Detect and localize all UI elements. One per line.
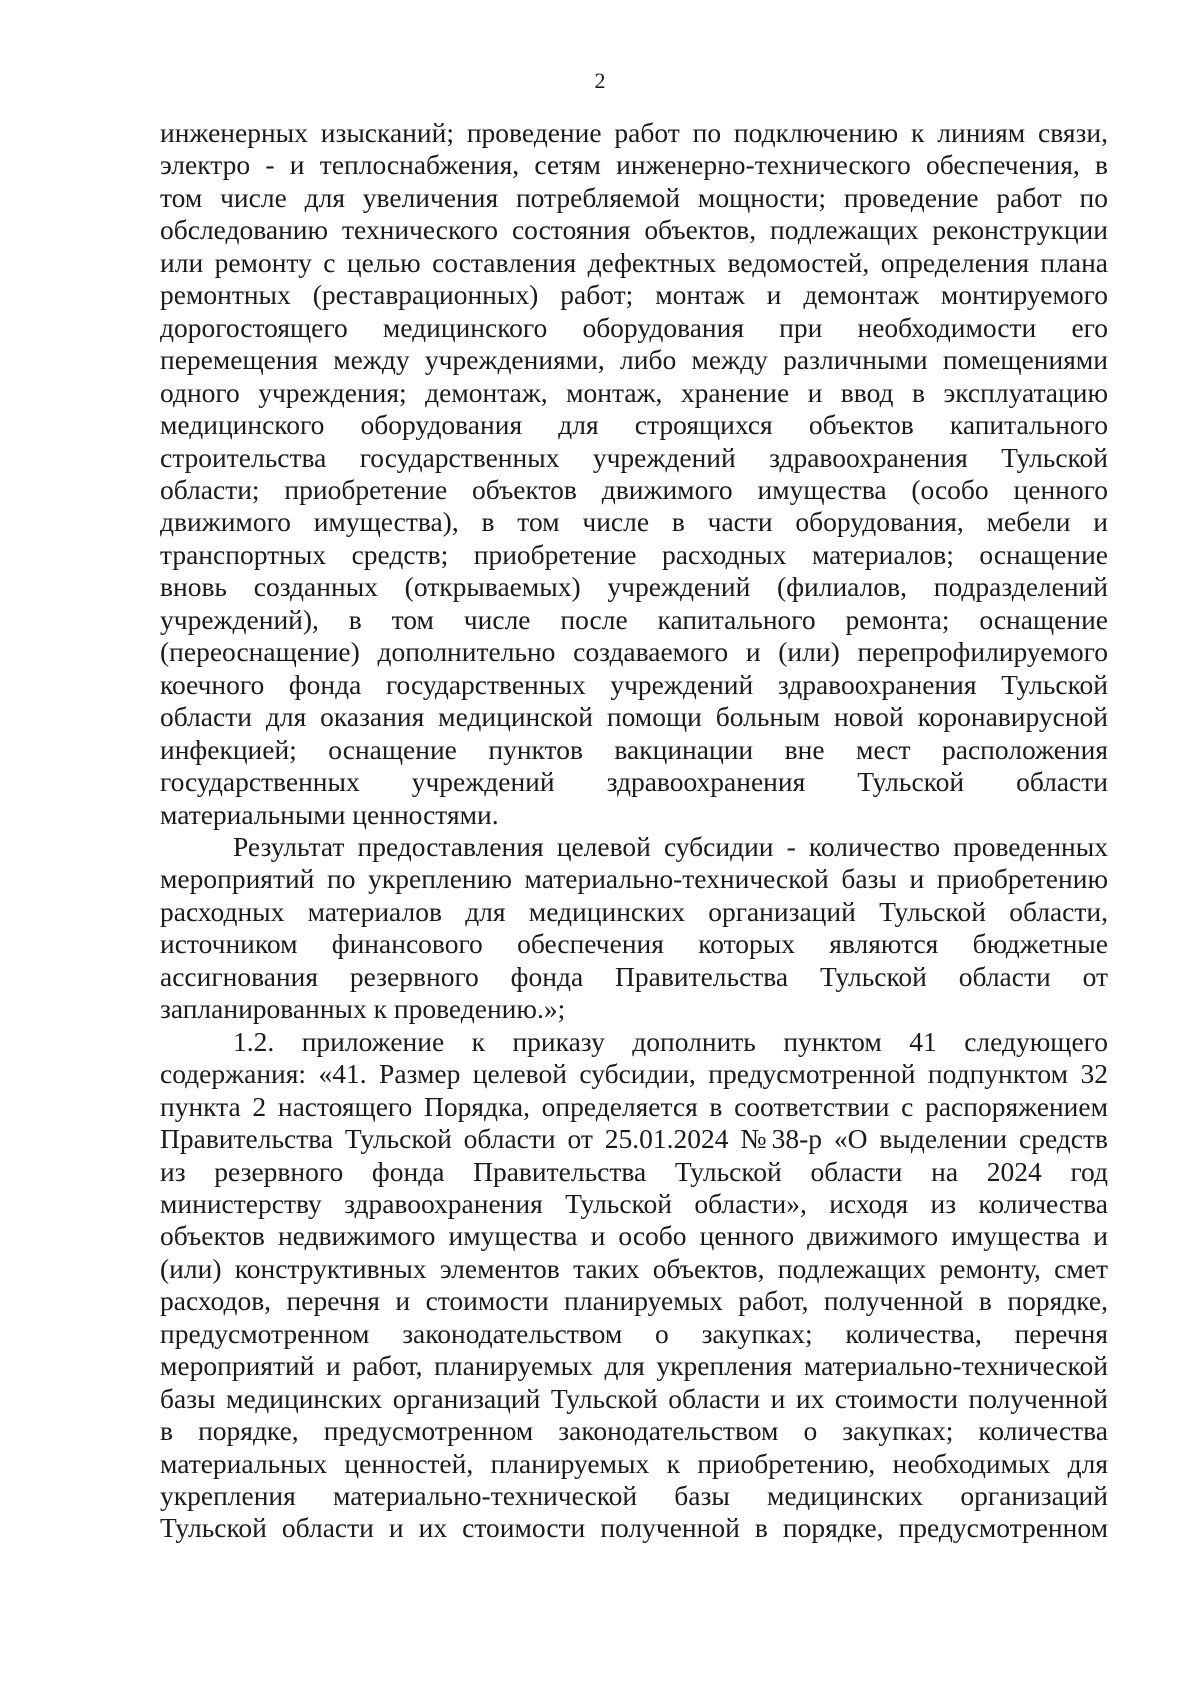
text-line: объектов недвижимого имущества и особо ценного движимого имущества и [160, 1220, 1108, 1252]
text-line: 1.2. приложение к приказу дополнить пунктом 41 следующего [233, 1025, 1108, 1057]
paragraph [160, 831, 1108, 1026]
text-line: ассигнования резервного фонда Правительства Тульской области от [160, 960, 1108, 992]
text-line: содержания: «41. Размер целевой субсидии, предусмотренной подпунктом 32 [160, 1058, 1108, 1090]
text-line: Результат предоставления целевой субсидии - количество проведенных [233, 830, 1108, 862]
text-line: мероприятий и работ, планируемых для укрепления материально-технической [160, 1350, 1108, 1382]
text-line: базы медицинских организаций Тульской области и их стоимости полученной [160, 1382, 1108, 1414]
text-line: или ремонту с целью составления дефектных ведомостей, определения плана [160, 246, 1108, 278]
text-line: инфекцией; оснащение пунктов вакцинации вне мест расположения [160, 733, 1108, 765]
document-body [160, 117, 1108, 1545]
text-line: ремонтных (реставрационных) работ; монтаж и демонтаж монтируемого [160, 279, 1108, 311]
text-line: инженерных изысканий; проведение работ по подключению к линиям связи, [160, 117, 1108, 148]
text-line: Тульской области и их стоимости полученной в порядке, предусмотренном [160, 1512, 1108, 1544]
text-line: пункта 2 настоящего Порядка, определяется в соответствии с распоряжением [160, 1090, 1108, 1122]
text-line: материальными ценностями. [160, 798, 499, 830]
text-line: электро - и теплоснабжения, сетям инженерно-технического обеспечения, в [160, 149, 1108, 181]
text-line: из резервного фонда Правительства Тульской области на 2024 год [160, 1155, 1108, 1187]
text-line: (или) конструктивных элементов таких объектов, подлежащих ремонту, смет [160, 1252, 1108, 1284]
text-line: запланированных к проведению.»; [160, 993, 566, 1025]
text-line: расходных материалов для медицинских организаций Тульской области, [160, 895, 1108, 927]
text-line: источником финансового обеспечения которых являются бюджетные [160, 928, 1108, 960]
text-line: государственных учреждений здравоохранения Тульской области [160, 766, 1108, 798]
text-line: вновь созданных (открываемых) учреждений (филиалов, подразделений [160, 571, 1108, 603]
text-line: Правительства Тульской области от 25.01.2024 №38-р «О выделении средств [160, 1123, 1108, 1155]
text-line: области для оказания медицинской помощи больным новой коронавирусной [160, 701, 1108, 733]
paragraph [160, 117, 1108, 831]
paragraph [160, 1026, 1108, 1545]
text-line: обследованию технического состояния объектов, подлежащих реконструкции [160, 214, 1108, 246]
text-line: коечного фонда государственных учреждений здравоохранения Тульской [160, 668, 1108, 700]
text-line: строительства государственных учреждений здравоохранения Тульской [160, 441, 1108, 473]
text-line: расходов, перечня и стоимости планируемых работ, полученной в порядке, [160, 1285, 1108, 1317]
text-line: предусмотренном законодательством о закупках; количества, перечня [160, 1317, 1108, 1349]
text-line: материальных ценностей, планируемых к приобретению, необходимых для [160, 1447, 1108, 1479]
text-line: министерству здравоохранения Тульской области», исходя из количества [160, 1187, 1108, 1219]
text-line: области; приобретение объектов движимого имущества (особо ценного [160, 473, 1108, 505]
text-line: транспортных средств; приобретение расходных материалов; оснащение [160, 538, 1108, 570]
text-line: мероприятий по укреплению материально-технической базы и приобретению [160, 863, 1108, 895]
text-line: одного учреждения; демонтаж, монтаж, хранение и ввод в эксплуатацию [160, 376, 1108, 408]
text-line: дорогостоящего медицинского оборудования при необходимости его [160, 311, 1108, 343]
text-line: укрепления материально-технической базы медицинских организаций [160, 1480, 1108, 1512]
text-line: медицинского оборудования для строящихся объектов капитального [160, 409, 1108, 441]
page-number: 2 [594, 68, 606, 93]
text-line: перемещения между учреждениями, либо между различными помещениями [160, 344, 1108, 376]
text-line: (переоснащение) дополнительно создаваемого и (или) перепрофилируемого [160, 636, 1108, 668]
text-line: движимого имущества), в том числе в части оборудования, мебели и [160, 506, 1108, 538]
text-line: в порядке, предусмотренном законодательством о закупках; количества [160, 1415, 1108, 1447]
text-line: учреждений), в том числе после капитального ремонта; оснащение [160, 603, 1108, 635]
text-line: том числе для увеличения потребляемой мощности; проведение работ по [160, 181, 1108, 213]
